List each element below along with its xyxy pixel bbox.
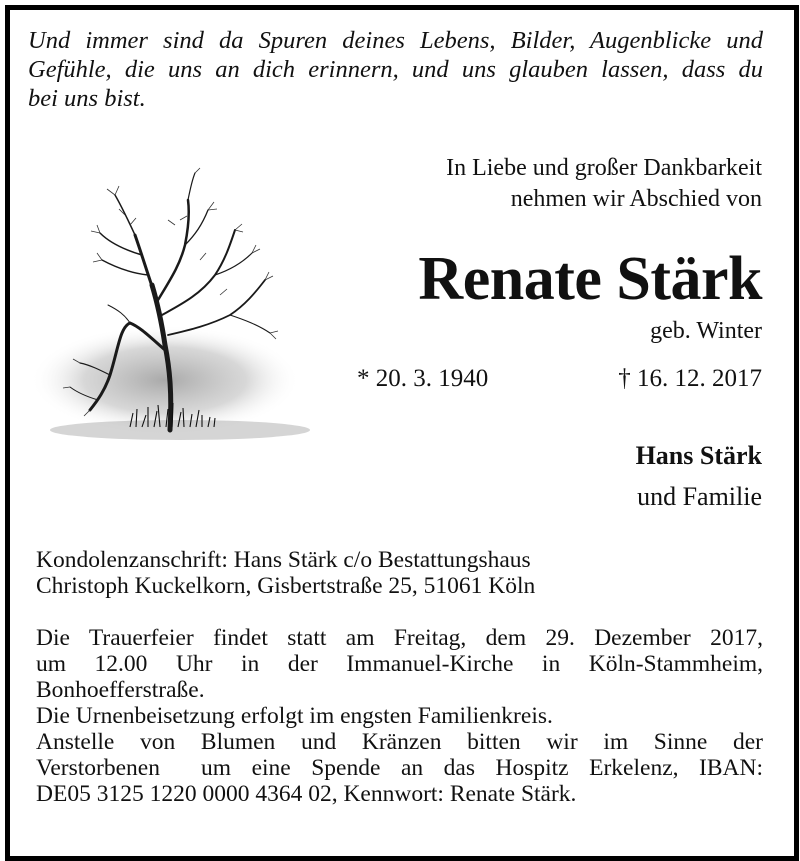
- quote-line: Und immer sind da Spuren deines Lebens, Bilder, Augenblicke und: [28, 27, 763, 54]
- ceremony-line: Verstorbenen um eine Spende an das Hospitz Erkelenz, IBAN:: [36, 755, 763, 781]
- ceremony-line: Die Urnenbeisetzung erfolgt im engsten Familienkreis.: [36, 703, 553, 729]
- ceremony-line: DE05 3125 1220 0000 4364 02, Kennwort: Renate Stärk.: [36, 781, 577, 807]
- maiden-name: geb. Winter: [650, 318, 762, 344]
- ceremony-line: um 12.00 Uhr in der Immanuel-Kirche in Köln-Stammheim,: [36, 651, 763, 677]
- intro-line: nehmen wir Abschied von: [510, 186, 762, 212]
- memorial-quote: [28, 26, 763, 113]
- ceremony-info: [36, 625, 763, 807]
- quote-line: Gefühle, die uns an dich erinnern, und uns glauben lassen, dass du: [28, 56, 763, 83]
- mourner-family: und Familie: [637, 482, 762, 511]
- tree-icon: [30, 165, 310, 455]
- condolence-address: [36, 547, 763, 599]
- condolence-line: Kondolenzanschrift: Hans Stärk c/o Bestattungshaus: [36, 547, 531, 573]
- quote-line: bei uns bist.: [28, 85, 146, 112]
- death-date: † 16. 12. 2017: [618, 365, 762, 392]
- deceased-name: Renate Stärk: [418, 245, 762, 313]
- intro-line: In Liebe und großer Dankbarkeit: [446, 155, 762, 181]
- ceremony-line: Anstelle von Blumen und Kränzen bitten wir im Sinne der: [36, 729, 763, 755]
- intro-text: [446, 153, 762, 215]
- mourner-name: Hans Stärk: [635, 441, 762, 470]
- condolence-line: Christoph Kuckelkorn, Gisbertstraße 25, 51061 Köln: [36, 573, 536, 599]
- ceremony-line: Die Trauerfeier findet statt am Freitag, dem 29. Dezember 2017,: [36, 625, 763, 651]
- birth-date: * 20. 3. 1940: [357, 365, 489, 392]
- ceremony-line: Bonhoefferstraße.: [36, 677, 205, 703]
